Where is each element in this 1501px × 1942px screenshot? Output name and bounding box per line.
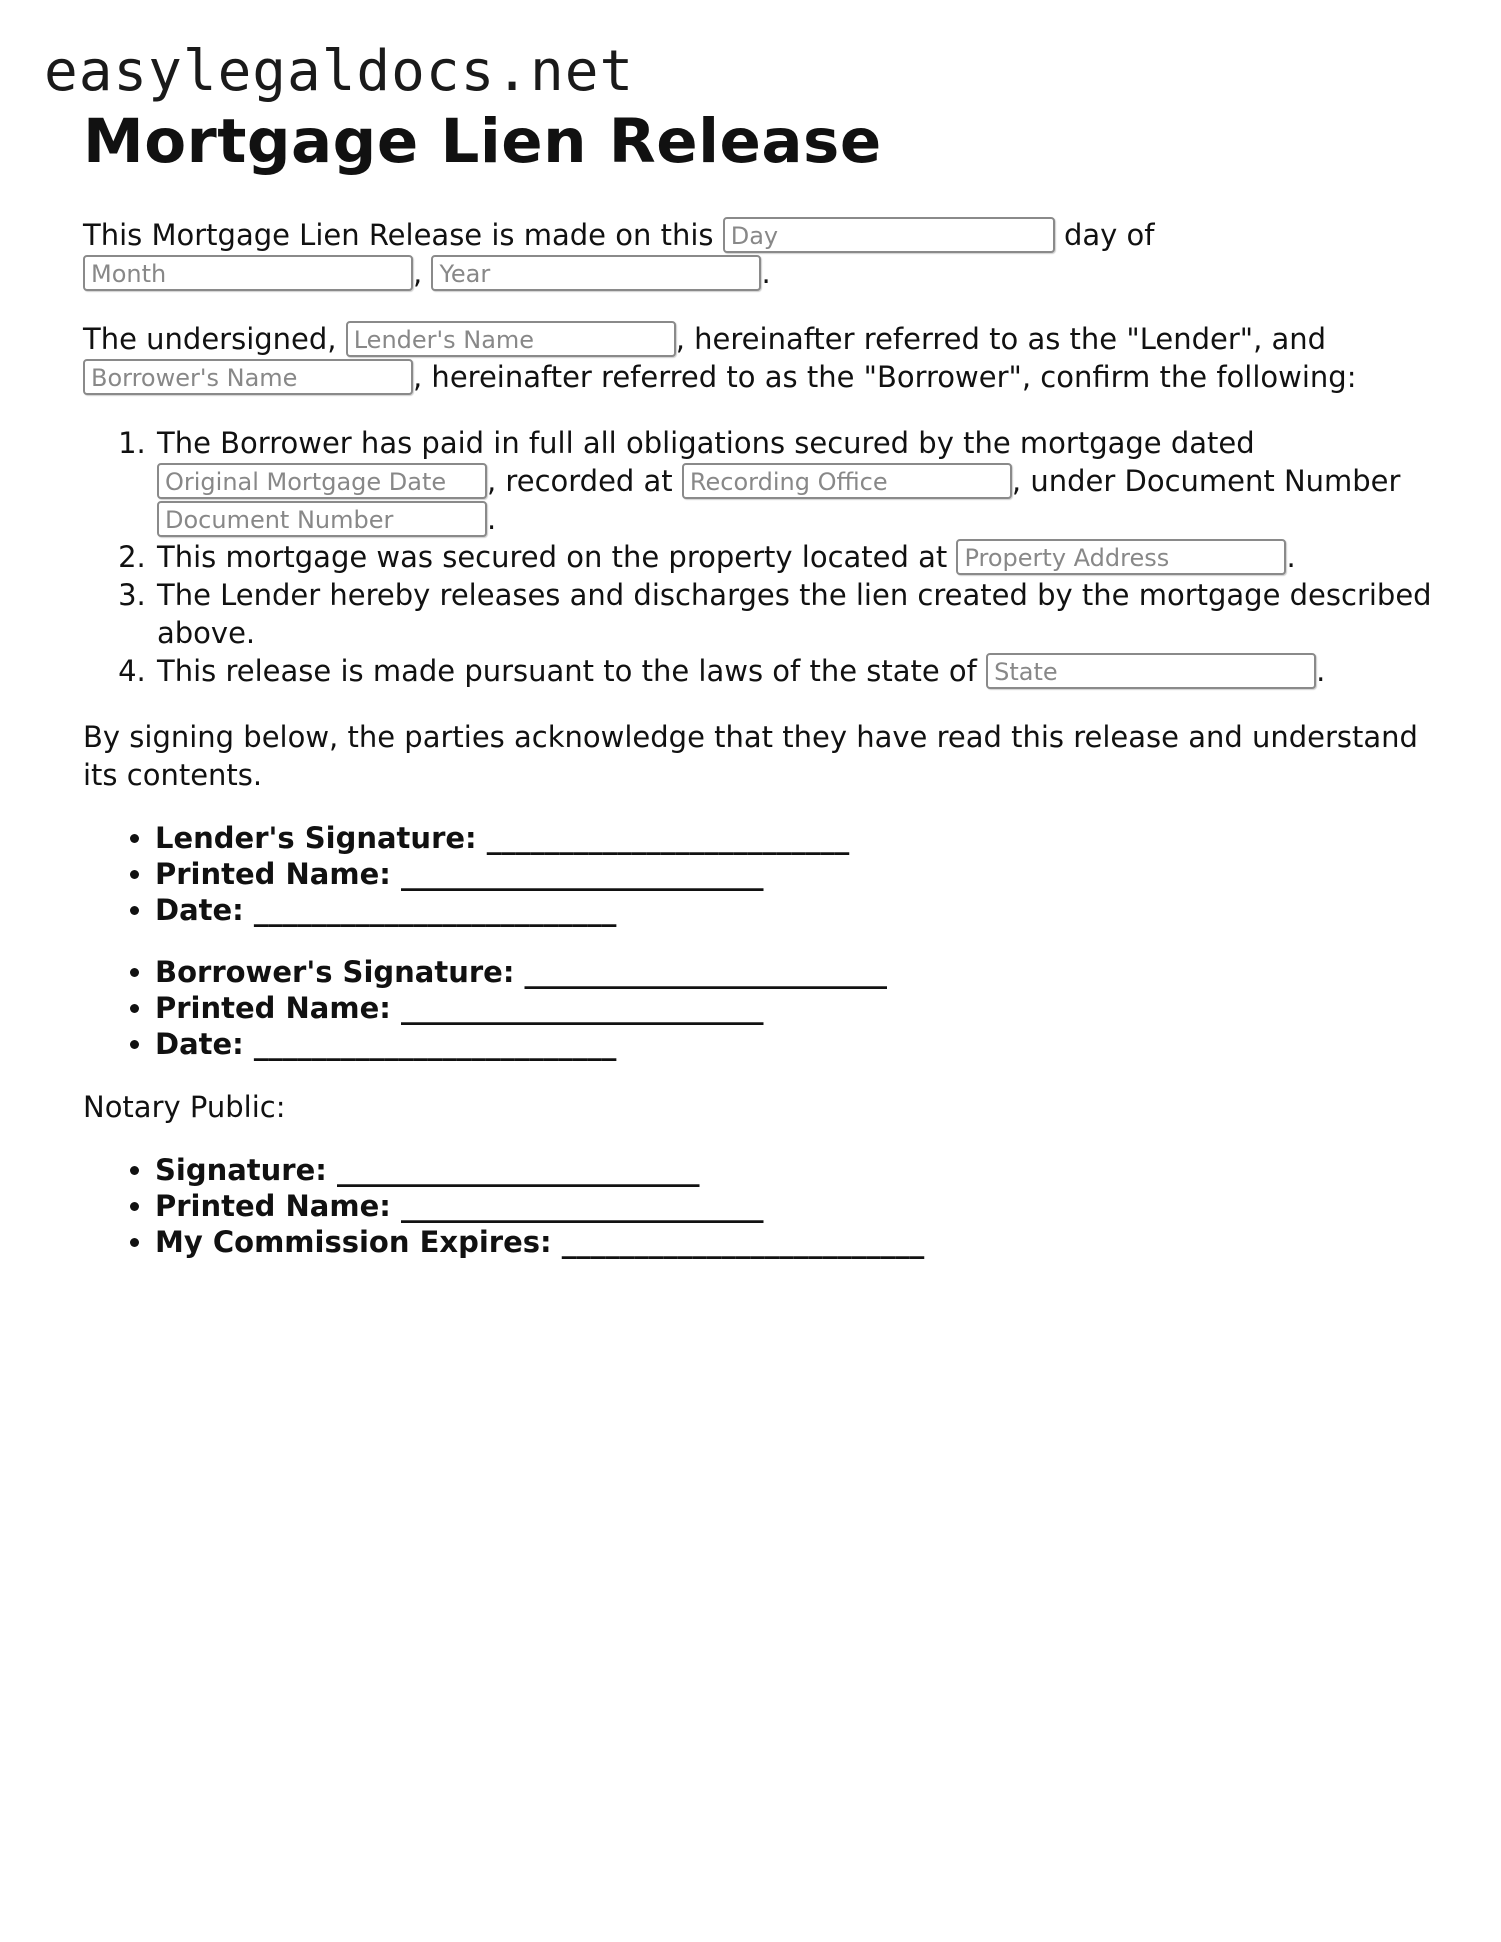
signature-blank: _________________________ (486, 821, 850, 856)
parties-text: The undersigned, (83, 322, 337, 357)
borrower-name-field[interactable]: Borrower's Name (83, 359, 413, 395)
parties-lender-text: , hereinafter referred to as the "Lender", and (675, 322, 1327, 357)
term-4-period: . (1316, 654, 1326, 689)
intro-paragraph (83, 216, 1443, 292)
terms-list (83, 424, 1443, 690)
parties-borrower-text: , hereinafter referred to as the "Borrower", confirm the following: (413, 360, 1357, 395)
lender-signature-label: Lender's Signature: (155, 821, 477, 856)
year-field[interactable]: Year (431, 255, 761, 291)
borrower-date-label: Date: (155, 1027, 244, 1062)
term-1-text: The Borrower has paid in full all obligations secured by the mortgage dated (157, 426, 1255, 461)
lender-signature-line (155, 820, 1443, 856)
borrower-signature-label: Borrower's Signature: (155, 955, 515, 990)
recording-office-field[interactable]: Recording Office (682, 463, 1012, 499)
term-item-1 (155, 424, 1443, 538)
term-item-2 (155, 538, 1443, 576)
lender-date-label: Date: (155, 893, 244, 928)
notary-printed-name-label: Printed Name: (155, 1189, 391, 1224)
notary-printed-name-line (155, 1188, 1443, 1224)
parties-paragraph (83, 320, 1443, 396)
term-1-docnum-text: , under Document Number (1011, 464, 1401, 499)
notary-heading: Notary Public: (83, 1090, 286, 1125)
original-mortgage-date-field[interactable]: Original Mortgage Date (157, 463, 487, 499)
notary-commission-label: My Commission Expires: (155, 1225, 552, 1260)
term-3-text: The Lender hereby releases and discharges the lien created by the mortgage described above. (157, 578, 1432, 651)
signature-blank: _________________________ (524, 955, 888, 990)
lender-name-field[interactable]: Lender's Name (346, 321, 676, 357)
day-field[interactable]: Day (723, 217, 1055, 253)
term-4-text: This release is made pursuant to the laws of the state of (157, 654, 977, 689)
notary-signature-list (83, 1152, 1443, 1260)
signature-blank: _________________________ (400, 1189, 764, 1224)
intro-period: . (761, 256, 771, 291)
term-1-period: . (487, 502, 497, 537)
signature-blank: _________________________ (400, 857, 764, 892)
term-item-4 (155, 652, 1443, 690)
lender-signature-list (83, 820, 1443, 928)
month-field[interactable]: Month (83, 255, 413, 291)
lender-printed-name-line (155, 856, 1443, 892)
term-item-3 (155, 576, 1443, 652)
notary-signature-line (155, 1152, 1443, 1188)
borrower-signature-list (83, 954, 1443, 1062)
lender-date-line (155, 892, 1443, 928)
document-number-field[interactable]: Document Number (157, 501, 487, 537)
borrower-signature-line (155, 954, 1443, 990)
acknowledgment-paragraph: By signing below, the parties acknowledge that they have read this release and understand its contents. (83, 720, 1418, 793)
notary-signature-label: Signature: (155, 1153, 327, 1188)
lender-printed-name-label: Printed Name: (155, 857, 391, 892)
signature-blank: _________________________ (337, 1153, 700, 1188)
term-2-text: This mortgage was secured on the property located at (157, 540, 948, 575)
intro-comma: , (413, 256, 423, 291)
document-title: Mortgage Lien Release (83, 106, 882, 177)
intro-day-of-text: day of (1063, 218, 1155, 253)
signature-blank: _________________________ (400, 991, 764, 1026)
intro-text: This Mortgage Lien Release is made on this (83, 218, 714, 253)
signature-blank: _________________________ (253, 1027, 617, 1062)
notary-commission-line (155, 1224, 1443, 1260)
term-1-recorded-text: , recorded at (487, 464, 673, 499)
document-body (83, 108, 1443, 1260)
state-field[interactable]: State (986, 653, 1316, 689)
term-2-period: . (1286, 540, 1296, 575)
borrower-printed-name-line (155, 990, 1443, 1026)
borrower-printed-name-label: Printed Name: (155, 991, 391, 1026)
signature-blank: _________________________ (561, 1225, 925, 1260)
signature-blank: _________________________ (253, 893, 617, 928)
site-watermark: easylegaldocs.net (44, 39, 635, 104)
borrower-date-line (155, 1026, 1443, 1062)
property-address-field[interactable]: Property Address (956, 539, 1286, 575)
